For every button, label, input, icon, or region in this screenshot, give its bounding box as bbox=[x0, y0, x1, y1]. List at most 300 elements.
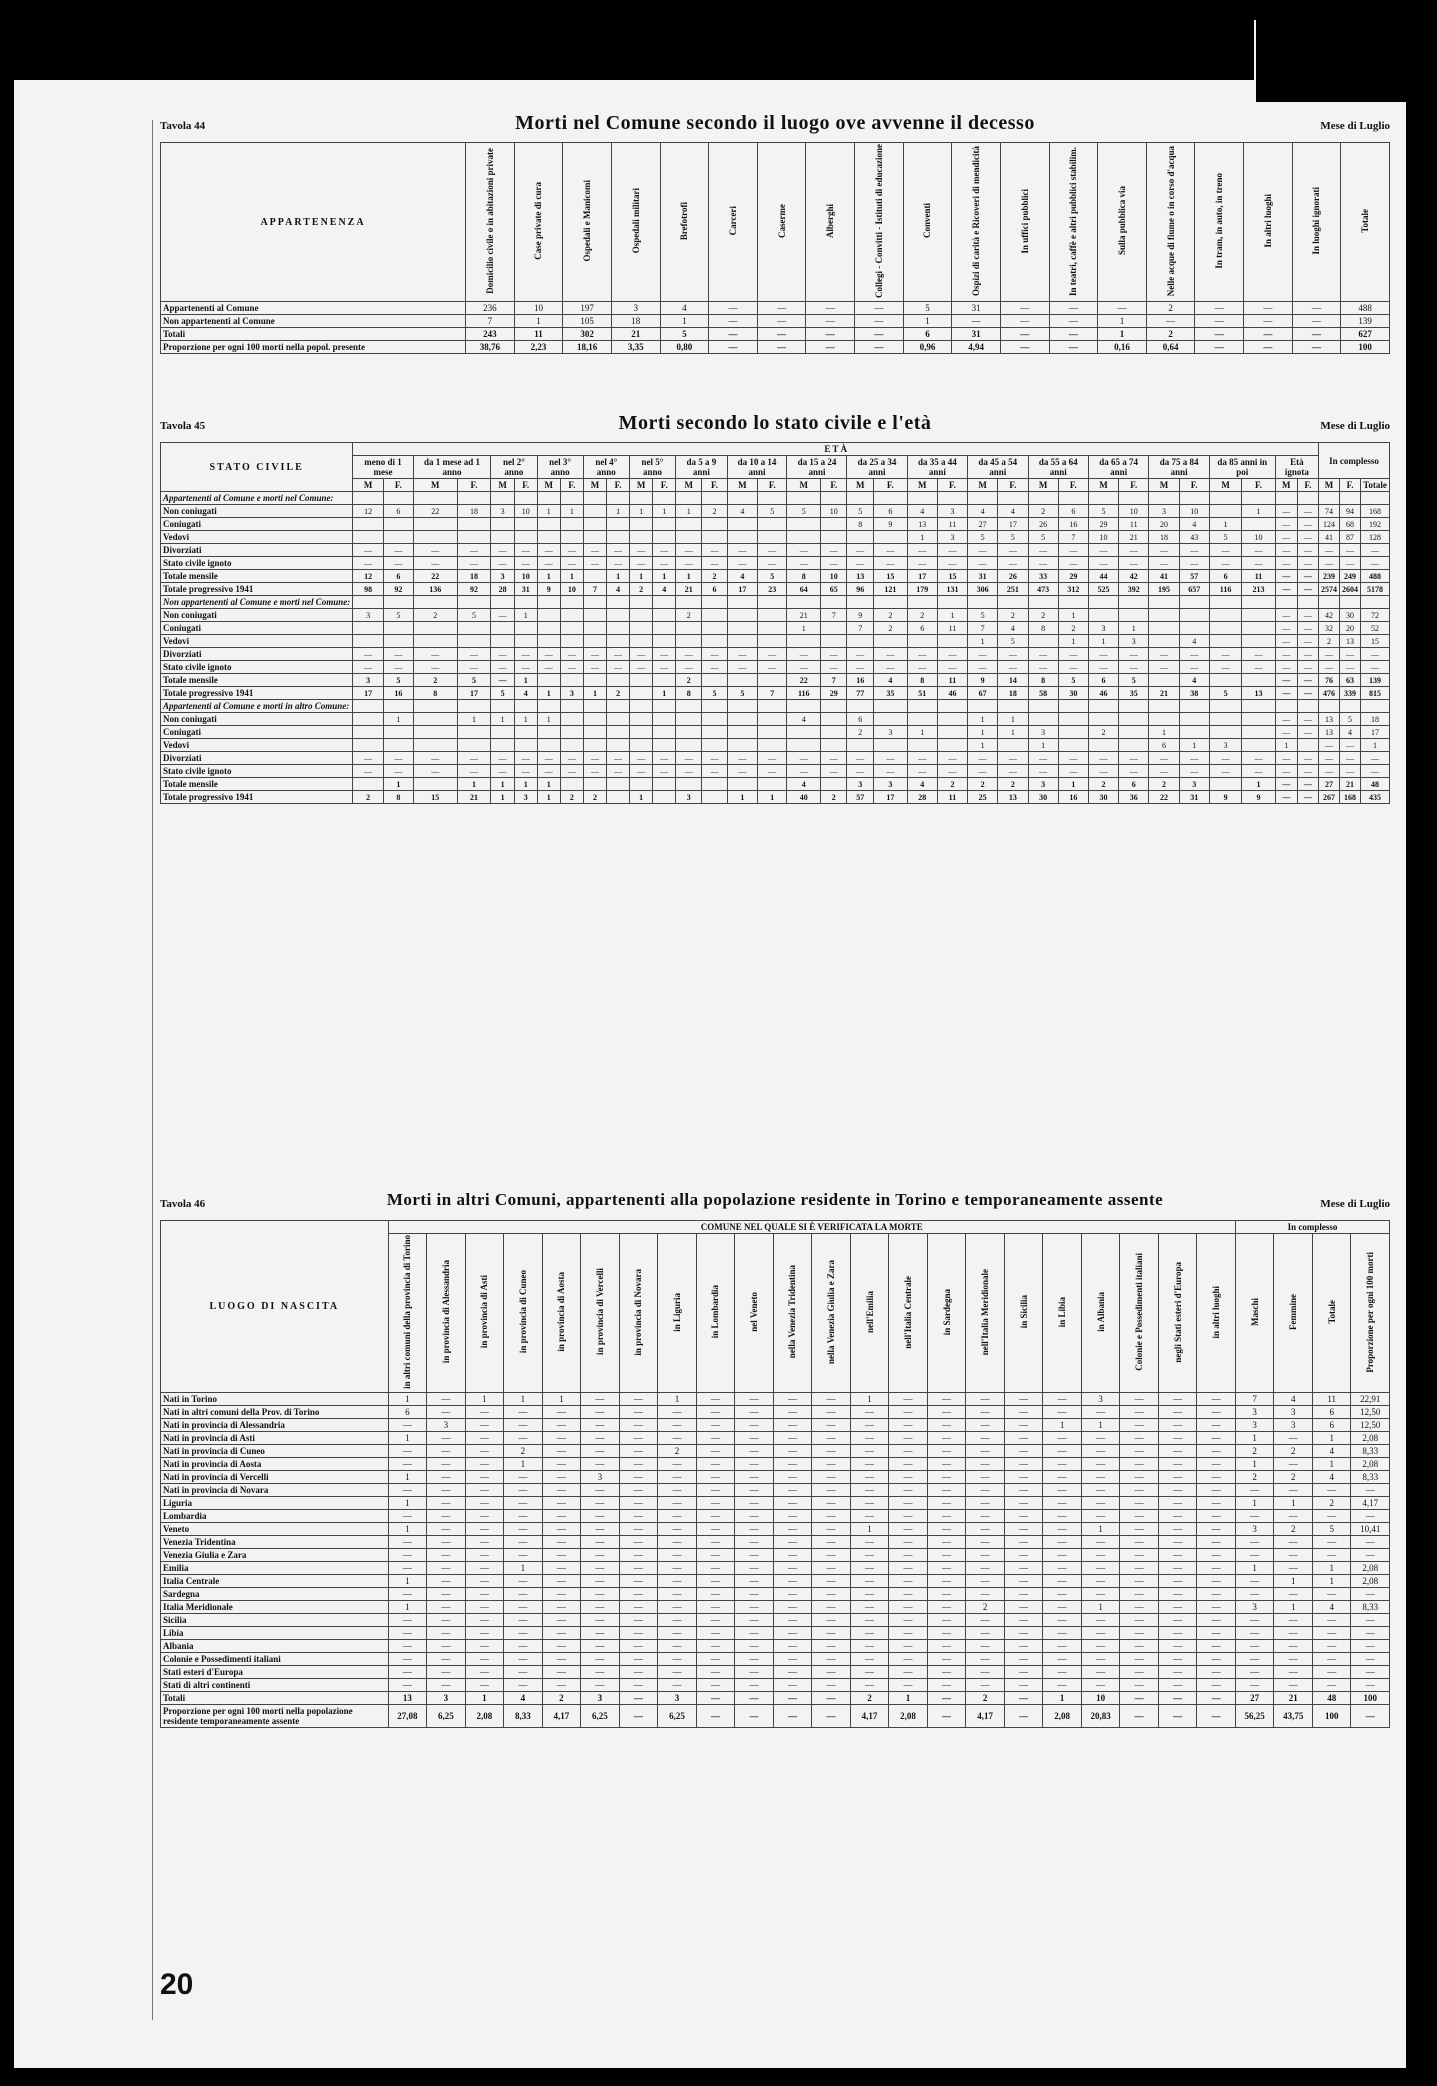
table-cell bbox=[353, 518, 384, 531]
table-cell: — bbox=[537, 557, 561, 570]
table-cell bbox=[702, 739, 727, 752]
table-cell: — bbox=[1297, 622, 1318, 635]
table-cell: 94 bbox=[1340, 505, 1361, 518]
table-cell: — bbox=[907, 648, 937, 661]
table-cell: 2 bbox=[1028, 505, 1058, 518]
table-cell bbox=[787, 739, 821, 752]
table-cell: 312 bbox=[1058, 583, 1088, 596]
table-cell: — bbox=[388, 1418, 427, 1431]
table-cell: — bbox=[1088, 557, 1118, 570]
table-cell: — bbox=[427, 1652, 466, 1665]
table-cell: 3 bbox=[1081, 1392, 1120, 1405]
table-cell: 4 bbox=[514, 687, 537, 700]
table-row bbox=[161, 596, 1390, 609]
table-cell: — bbox=[427, 1600, 466, 1613]
table-cell: 1 bbox=[1235, 1561, 1274, 1574]
table-row bbox=[161, 1418, 1390, 1431]
table-cell: — bbox=[607, 544, 630, 557]
table-cell bbox=[821, 596, 847, 609]
table-cell bbox=[1242, 700, 1275, 713]
table-cell: — bbox=[388, 1678, 427, 1691]
table-46 bbox=[160, 1220, 1390, 1728]
table-cell: 5 bbox=[1028, 531, 1058, 544]
t44-col-header-label: Sulla pubblica via bbox=[1116, 186, 1127, 256]
row-label: Vedovi bbox=[161, 531, 353, 544]
table-cell: 8 bbox=[1028, 674, 1058, 687]
table-44-section bbox=[160, 112, 1390, 354]
table-cell: — bbox=[998, 648, 1028, 661]
table-cell: — bbox=[1043, 1600, 1082, 1613]
table-cell: 44 bbox=[1088, 570, 1118, 583]
table-cell: — bbox=[702, 765, 727, 778]
table-cell: — bbox=[812, 1470, 851, 1483]
row-label: Appartenenti al Comune e morti nel Comune: bbox=[161, 492, 353, 505]
table-cell: — bbox=[1043, 1639, 1082, 1652]
table-cell bbox=[514, 700, 537, 713]
table-cell: — bbox=[1340, 544, 1361, 557]
table-cell bbox=[491, 622, 515, 635]
table-cell: — bbox=[581, 1418, 620, 1431]
table-cell: 18 bbox=[998, 687, 1028, 700]
table-cell bbox=[1209, 700, 1242, 713]
table-cell: — bbox=[542, 1418, 581, 1431]
table-cell: 5 bbox=[457, 674, 491, 687]
table-cell bbox=[583, 570, 607, 583]
table-cell: — bbox=[1351, 1587, 1390, 1600]
table-cell: — bbox=[1275, 765, 1297, 778]
table-cell: — bbox=[1242, 765, 1275, 778]
table-row bbox=[161, 544, 1390, 557]
table-cell: — bbox=[384, 544, 414, 557]
table-cell: — bbox=[927, 1600, 966, 1613]
table-cell: 7 bbox=[821, 609, 847, 622]
table-cell: — bbox=[413, 752, 457, 765]
table-cell: 13 bbox=[998, 791, 1028, 804]
table-cell: 4 bbox=[1312, 1444, 1351, 1457]
table-cell: 1 bbox=[491, 778, 515, 791]
table-cell: — bbox=[1297, 609, 1318, 622]
row-label: Albania bbox=[161, 1639, 389, 1652]
table-cell: — bbox=[757, 341, 806, 354]
table-cell bbox=[1209, 609, 1242, 622]
t44-col-header-label: In teatri, caffè e altri pubblici stabilim. bbox=[1068, 146, 1079, 296]
female-header: F. bbox=[821, 479, 847, 492]
table-cell: — bbox=[1028, 544, 1058, 557]
t46-col-header bbox=[427, 1234, 466, 1393]
table-cell: — bbox=[1197, 1483, 1236, 1496]
table-cell bbox=[847, 596, 874, 609]
table-cell: — bbox=[1004, 1431, 1043, 1444]
table-cell: — bbox=[1242, 661, 1275, 674]
table-cell: — bbox=[619, 1704, 658, 1727]
table-cell: — bbox=[1179, 648, 1209, 661]
table-cell: 7 bbox=[1235, 1392, 1274, 1405]
complesso-header: In complesso bbox=[1235, 1221, 1389, 1234]
table-cell: 1 bbox=[1235, 1457, 1274, 1470]
table-cell: — bbox=[966, 1652, 1005, 1665]
table-cell: — bbox=[735, 1613, 774, 1626]
table-cell: — bbox=[1004, 1704, 1043, 1727]
table-cell bbox=[676, 778, 702, 791]
male-header: M bbox=[537, 479, 561, 492]
table-cell: — bbox=[427, 1613, 466, 1626]
table-cell: — bbox=[384, 557, 414, 570]
table-cell: 10 bbox=[514, 505, 537, 518]
table-cell: 100 bbox=[1351, 1691, 1390, 1704]
table-cell: 72 bbox=[1361, 609, 1390, 622]
table-cell: — bbox=[1197, 1522, 1236, 1535]
table-cell: 2 bbox=[561, 791, 584, 804]
table-cell: 40 bbox=[787, 791, 821, 804]
table-cell: — bbox=[1119, 557, 1149, 570]
table-cell: — bbox=[607, 661, 630, 674]
t44-col-header-label: Nelle acque di fiume o in corso d'acqua bbox=[1165, 145, 1176, 297]
table-cell: — bbox=[937, 765, 967, 778]
table-cell bbox=[1119, 713, 1149, 726]
table-cell bbox=[1340, 700, 1361, 713]
t46-col-header bbox=[1351, 1234, 1390, 1393]
table-cell: — bbox=[966, 1613, 1005, 1626]
table-cell: — bbox=[465, 1431, 504, 1444]
table-cell: — bbox=[812, 1509, 851, 1522]
table-cell: 5 bbox=[491, 687, 515, 700]
table-cell: — bbox=[735, 1678, 774, 1691]
age-group-header: nel 3° anno bbox=[537, 456, 583, 479]
table-cell: — bbox=[653, 648, 676, 661]
table-cell bbox=[937, 596, 967, 609]
table-row bbox=[161, 1691, 1390, 1704]
table-cell: — bbox=[889, 1639, 928, 1652]
table-cell: — bbox=[1312, 1665, 1351, 1678]
table-cell: — bbox=[1049, 341, 1098, 354]
table-cell: — bbox=[504, 1626, 543, 1639]
table-cell bbox=[1242, 596, 1275, 609]
table-cell: — bbox=[937, 544, 967, 557]
table-cell: — bbox=[1043, 1535, 1082, 1548]
table-cell bbox=[537, 622, 561, 635]
t46-col-header bbox=[1158, 1234, 1197, 1393]
table-cell: — bbox=[927, 1639, 966, 1652]
table-cell: — bbox=[966, 1626, 1005, 1639]
table-cell: 10 bbox=[821, 505, 847, 518]
table-cell bbox=[1209, 635, 1242, 648]
row-label: Totale progressivo 1941 bbox=[161, 583, 353, 596]
row-label: Stato civile ignoto bbox=[161, 661, 353, 674]
table-cell: — bbox=[773, 1483, 812, 1496]
table-cell bbox=[537, 596, 561, 609]
table-cell: 18 bbox=[1149, 531, 1179, 544]
table-row bbox=[161, 1639, 1390, 1652]
table-cell: — bbox=[1119, 752, 1149, 765]
table-cell: — bbox=[735, 1535, 774, 1548]
table-cell: — bbox=[812, 1418, 851, 1431]
table-cell: — bbox=[1351, 1613, 1390, 1626]
table-cell: — bbox=[1312, 1509, 1351, 1522]
table-cell bbox=[583, 674, 607, 687]
table-cell: 131 bbox=[937, 583, 967, 596]
table-cell: 3 bbox=[1028, 778, 1058, 791]
table-cell: — bbox=[1361, 544, 1390, 557]
table-cell: — bbox=[658, 1678, 697, 1691]
table-cell: — bbox=[787, 544, 821, 557]
table-cell: — bbox=[1120, 1574, 1159, 1587]
row-label: Appartenenti al Comune bbox=[161, 302, 466, 315]
table-cell: 1 bbox=[1043, 1418, 1082, 1431]
table-cell: — bbox=[504, 1535, 543, 1548]
table-cell: — bbox=[619, 1509, 658, 1522]
t46-col-header-label: in provincia di Novara bbox=[633, 1268, 644, 1356]
table-cell bbox=[537, 518, 561, 531]
table-cell: 1 bbox=[1242, 778, 1275, 791]
table-cell: — bbox=[787, 765, 821, 778]
table-cell: 2 bbox=[847, 726, 874, 739]
male-header: M bbox=[907, 479, 937, 492]
table-cell: — bbox=[542, 1535, 581, 1548]
table-cell: — bbox=[773, 1639, 812, 1652]
table-cell: — bbox=[1158, 1405, 1197, 1418]
table-cell: 3 bbox=[581, 1470, 620, 1483]
table-cell: — bbox=[696, 1522, 735, 1535]
table-cell: — bbox=[1361, 648, 1390, 661]
table-cell: — bbox=[1058, 544, 1088, 557]
table-cell: 3 bbox=[1119, 635, 1149, 648]
table-cell: — bbox=[1049, 302, 1098, 315]
table-cell: — bbox=[735, 1418, 774, 1431]
table-cell bbox=[491, 531, 515, 544]
table-cell: — bbox=[1275, 609, 1297, 622]
table-cell: — bbox=[889, 1470, 928, 1483]
table-cell bbox=[1361, 596, 1390, 609]
table-cell: 657 bbox=[1179, 583, 1209, 596]
table-44 bbox=[160, 142, 1390, 354]
table-cell: 17 bbox=[874, 791, 908, 804]
t44-col-header bbox=[563, 143, 612, 302]
t46-col-header-label: in Albania bbox=[1095, 1292, 1106, 1332]
table-cell: — bbox=[353, 752, 384, 765]
table-cell: — bbox=[1098, 302, 1147, 315]
table-cell bbox=[514, 596, 537, 609]
table-cell bbox=[413, 778, 457, 791]
t44-col-header bbox=[1244, 143, 1293, 302]
table-cell: — bbox=[850, 1613, 889, 1626]
table-cell: 1 bbox=[998, 726, 1028, 739]
table-cell: — bbox=[653, 752, 676, 765]
table-cell: 1 bbox=[968, 713, 998, 726]
table-cell bbox=[607, 700, 630, 713]
table-46-section bbox=[160, 1190, 1390, 1728]
t46-col-header-label: in Liguria bbox=[671, 1292, 682, 1332]
table-cell: — bbox=[874, 661, 908, 674]
table-cell: — bbox=[1043, 1665, 1082, 1678]
table-cell: 3 bbox=[514, 791, 537, 804]
table-cell bbox=[413, 635, 457, 648]
table-cell: 1 bbox=[889, 1691, 928, 1704]
table-cell: 1 bbox=[388, 1470, 427, 1483]
table-cell: — bbox=[542, 1548, 581, 1561]
table-cell: — bbox=[514, 752, 537, 765]
table-cell: — bbox=[1195, 341, 1244, 354]
table-cell: — bbox=[1297, 557, 1318, 570]
table-row bbox=[161, 531, 1390, 544]
table-cell: — bbox=[537, 765, 561, 778]
table-cell: 4,17 bbox=[850, 1704, 889, 1727]
table-cell bbox=[727, 726, 757, 739]
table-cell bbox=[384, 596, 414, 609]
table-cell: — bbox=[758, 557, 787, 570]
table-cell: — bbox=[966, 1496, 1005, 1509]
comune-group-header: COMUNE NEL QUALE SI È VERIFICATA LA MORTE bbox=[388, 1221, 1235, 1234]
table-cell: — bbox=[1058, 661, 1088, 674]
table-cell: — bbox=[889, 1600, 928, 1613]
table-cell bbox=[1242, 492, 1275, 505]
table-cell bbox=[1179, 713, 1209, 726]
table-cell bbox=[847, 635, 874, 648]
table-cell: 5 bbox=[758, 505, 787, 518]
table-cell: — bbox=[1120, 1535, 1159, 1548]
table-cell bbox=[561, 609, 584, 622]
table-cell: — bbox=[1235, 1587, 1274, 1600]
table-cell: 9 bbox=[874, 518, 908, 531]
table-cell: — bbox=[1275, 648, 1297, 661]
table-cell: — bbox=[413, 765, 457, 778]
male-header: M bbox=[353, 479, 384, 492]
table-cell: — bbox=[581, 1678, 620, 1691]
table-cell: — bbox=[581, 1600, 620, 1613]
table-cell: 4 bbox=[1274, 1392, 1313, 1405]
table-cell: 1 bbox=[1275, 739, 1297, 752]
t44-col-header bbox=[903, 143, 952, 302]
table-cell: — bbox=[427, 1522, 466, 1535]
table-cell bbox=[874, 713, 908, 726]
age-group-header: da 25 a 34 anni bbox=[847, 456, 907, 479]
table-cell: — bbox=[1197, 1600, 1236, 1613]
table-cell: 33 bbox=[1028, 570, 1058, 583]
table-cell: 21 bbox=[787, 609, 821, 622]
table-cell: 1 bbox=[537, 687, 561, 700]
table-cell: 17 bbox=[727, 583, 757, 596]
table-cell: 46 bbox=[937, 687, 967, 700]
table-cell: — bbox=[607, 648, 630, 661]
t46-col-header-label: nel Veneto bbox=[748, 1292, 759, 1332]
table-cell: — bbox=[581, 1665, 620, 1678]
table-cell: — bbox=[1292, 341, 1341, 354]
table-cell: — bbox=[696, 1496, 735, 1509]
table-cell bbox=[1119, 726, 1149, 739]
table-cell bbox=[1242, 739, 1275, 752]
table-cell: — bbox=[1197, 1704, 1236, 1727]
table-cell: — bbox=[927, 1405, 966, 1418]
table-cell: — bbox=[907, 661, 937, 674]
t44-col-header-label: Totale bbox=[1360, 209, 1371, 233]
table-cell: 1 bbox=[1098, 315, 1147, 328]
table-cell: 15 bbox=[937, 570, 967, 583]
table-cell bbox=[561, 700, 584, 713]
table-cell bbox=[874, 492, 908, 505]
table-cell: 6 bbox=[1312, 1405, 1351, 1418]
table-cell bbox=[514, 531, 537, 544]
female-header: F. bbox=[1297, 479, 1318, 492]
table-cell: — bbox=[1028, 661, 1058, 674]
table-cell bbox=[653, 739, 676, 752]
table-cell: — bbox=[504, 1600, 543, 1613]
table-cell: — bbox=[1028, 752, 1058, 765]
table-cell: — bbox=[1274, 1587, 1313, 1600]
table-cell: — bbox=[1195, 302, 1244, 315]
table-cell bbox=[968, 492, 998, 505]
table-cell: — bbox=[581, 1392, 620, 1405]
table-cell: 29 bbox=[821, 687, 847, 700]
table-cell bbox=[561, 778, 584, 791]
t46-col-header-label: nella Venezia Tridentina bbox=[787, 1265, 798, 1359]
table-cell: — bbox=[658, 1522, 697, 1535]
table-cell: — bbox=[773, 1392, 812, 1405]
table-cell: 13 bbox=[1242, 687, 1275, 700]
table-cell bbox=[1179, 726, 1209, 739]
table-46-row-header: LUOGO DI NASCITA bbox=[161, 1221, 389, 1393]
table-cell: 2 bbox=[1274, 1470, 1313, 1483]
table-cell bbox=[758, 622, 787, 635]
table-cell bbox=[787, 726, 821, 739]
table-cell: — bbox=[1275, 713, 1297, 726]
table-cell bbox=[1028, 713, 1058, 726]
t44-col-header-label: Ospizi di carità e Ricoveri di mendicità bbox=[971, 146, 982, 296]
table-cell: — bbox=[619, 1587, 658, 1600]
table-cell: — bbox=[658, 1613, 697, 1626]
table-cell: — bbox=[1274, 1431, 1313, 1444]
table-cell: 6,25 bbox=[658, 1704, 697, 1727]
table-cell: 41 bbox=[1149, 570, 1179, 583]
t44-col-header bbox=[855, 143, 904, 302]
table-cell: — bbox=[889, 1522, 928, 1535]
table-cell: 41 bbox=[1319, 531, 1340, 544]
table-cell: 1 bbox=[607, 570, 630, 583]
table-cell bbox=[629, 609, 653, 622]
table-cell: — bbox=[1351, 1678, 1390, 1691]
row-label: Non coniugati bbox=[161, 713, 353, 726]
table-cell: — bbox=[1242, 648, 1275, 661]
table-cell: 4 bbox=[653, 583, 676, 596]
table-cell: 2 bbox=[1146, 328, 1195, 341]
table-cell: — bbox=[727, 661, 757, 674]
female-header: F. bbox=[758, 479, 787, 492]
table-45 bbox=[160, 442, 1390, 804]
table-cell: — bbox=[709, 328, 758, 341]
table-cell bbox=[874, 700, 908, 713]
table-cell: 2 bbox=[1274, 1522, 1313, 1535]
table-cell: 392 bbox=[1119, 583, 1149, 596]
table-cell bbox=[821, 635, 847, 648]
table-row bbox=[161, 1483, 1390, 1496]
table-row bbox=[161, 1535, 1390, 1548]
table-cell: — bbox=[735, 1626, 774, 1639]
table-cell bbox=[874, 635, 908, 648]
table-cell: — bbox=[581, 1509, 620, 1522]
table-cell: — bbox=[581, 1496, 620, 1509]
table-cell: 12,50 bbox=[1351, 1418, 1390, 1431]
table-cell: — bbox=[937, 661, 967, 674]
table-cell: — bbox=[735, 1587, 774, 1600]
table-cell bbox=[514, 726, 537, 739]
table-cell: — bbox=[735, 1405, 774, 1418]
table-cell bbox=[653, 531, 676, 544]
table-cell: 13 bbox=[907, 518, 937, 531]
table-cell bbox=[457, 739, 491, 752]
table-cell: — bbox=[889, 1626, 928, 1639]
table-cell bbox=[607, 713, 630, 726]
table-cell: — bbox=[427, 1496, 466, 1509]
table-cell: — bbox=[1081, 1457, 1120, 1470]
table-cell: 10 bbox=[514, 302, 563, 315]
